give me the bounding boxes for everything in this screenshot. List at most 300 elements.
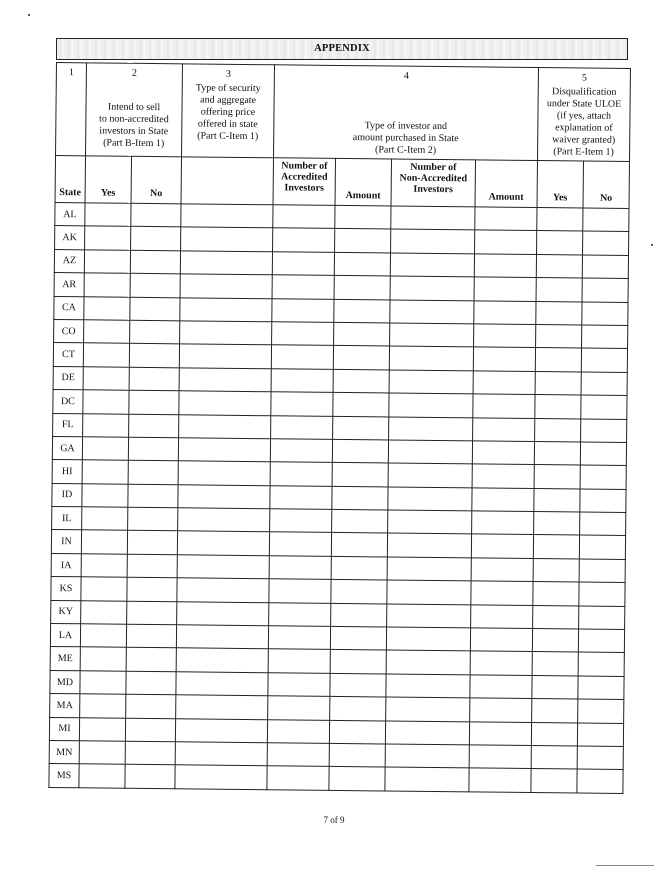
col3-cell [180,251,272,275]
col5-yes-cell [532,675,578,699]
col5-no-cell [579,582,625,606]
non-accredited-count-cell [388,463,472,487]
col3-cell [179,368,271,392]
col5-yes-cell [537,208,583,232]
col3-cell [179,344,271,368]
non-accredited-count-cell [388,510,472,534]
col2-desc [88,101,179,150]
non-accredited-count-cell [391,206,475,230]
col3-cell [178,438,270,462]
accredited-amount-cell [330,673,386,697]
accredited-amount-cell [334,276,390,300]
accredited-amount-cell [332,509,388,533]
col5-no-cell [579,606,625,630]
col5-yes-cell [532,652,578,676]
accredited-amount-header: Amount [335,158,391,206]
col2-no-cell [125,741,175,765]
non-accredited-amount-cell [474,277,536,301]
col5-yes-cell [532,699,578,723]
state-code: MA [50,694,80,718]
state-code: MS [49,764,79,788]
accredited-amount-cell [334,322,390,346]
non-accredited-count-cell [387,533,471,557]
col5-yes-cell [536,254,582,278]
accredited-count-cell [267,719,329,743]
col5-desc-line: under State ULOE [546,98,622,110]
non-accredited-amount-cell [471,581,533,605]
col2-no-cell [127,578,177,602]
non-accredited-count-cell [385,721,469,745]
scan-speck [651,244,653,246]
col5-yes-cell [531,769,577,793]
col2-no-cell [126,648,176,672]
col2-yes-cell [80,671,126,695]
non-accredited-header-line: Non-Accredited [399,172,468,185]
accredited-amount-cell [335,205,391,229]
col5-yes-cell [535,371,581,395]
accredited-count-cell [273,228,335,252]
col3-cell [178,484,270,508]
col1-header [56,63,87,156]
col5-no-cell [582,325,628,349]
col5-no-cell [578,676,624,700]
accredited-amount-cell [329,720,385,744]
col2-number: 2 [131,67,137,79]
col2-no-cell [130,273,180,297]
accredited-count-cell [270,485,332,509]
col2-no-cell [130,250,180,274]
col2-desc-line: (Part B-Item 1) [103,137,165,150]
col3-cell [176,625,268,649]
accredited-amount-cell [331,580,387,604]
non-accredited-count-cell [389,370,473,394]
page-number: 7 of 9 [323,815,345,825]
accredited-amount-cell [333,393,389,417]
col5-yes-cell [536,278,582,302]
non-accredited-count-cell [388,440,472,464]
non-accredited-header-line: Investors [413,183,453,196]
col4-desc-line: Type of investor and [364,120,448,133]
col5-desc-line: (if yes, attach [556,110,612,122]
col5-no-cell [581,348,627,372]
col5-no-cell [582,255,628,279]
sub-header-row [55,156,629,209]
col2-no-cell [131,203,181,227]
col2-yes-cell [83,390,129,414]
col5-yes-cell [534,441,580,465]
accredited-count-cell [272,322,334,346]
non-accredited-count-cell [389,393,473,417]
col3-cell [175,718,267,742]
col2-no-cell [128,484,178,508]
col2-yes-cell [82,460,128,484]
col3-cell [177,531,269,555]
col5-no-cell [581,419,627,443]
appendix-table [48,62,631,794]
col2-yes-cell [81,577,127,601]
col5-no-cell [583,231,629,255]
col2-no-cell [130,320,180,344]
non-accredited-count-cell [390,300,474,324]
non-accredited-count-cell [386,674,470,698]
accredited-count-cell [268,626,330,650]
col3-desc-line: and aggregate [200,94,257,107]
accredited-count-cell [271,345,333,369]
col5-yes-cell [531,722,577,746]
col5-no-cell [580,489,626,513]
col2-yes-cell [82,507,128,531]
accredited-count-cell [269,602,331,626]
col5-yes-cell [534,465,580,489]
col5-desc-line: explanation of [555,122,613,134]
col2-no-cell [127,531,177,555]
col2-no-cell [130,297,180,321]
col5-desc-line: (Part E-Item 1) [553,146,614,158]
col2-yes-cell [83,413,129,437]
col5-no-cell [582,278,628,302]
accredited-amount-cell [329,767,385,791]
accredited-amount-cell [330,697,386,721]
accredited-amount-cell [329,743,385,767]
accredited-count-cell [270,439,332,463]
non-accredited-count-cell [388,487,472,511]
accredited-amount-cell [335,229,391,253]
accredited-header-line: Number of [281,160,328,172]
non-accredited-amount-cell [474,300,536,324]
non-accredited-amount-cell [469,768,531,792]
col4-header [274,65,539,161]
col2-yes-cell [85,203,131,227]
state-header: State [55,156,85,203]
non-accredited-amount-cell [470,628,532,652]
col3-cell [181,227,273,251]
col5-yes-cell [535,348,581,372]
state-code: IL [52,507,82,531]
accredited-count-cell [271,369,333,393]
non-accredited-amount-cell [472,511,534,535]
non-accredited-amount-cell [475,230,537,254]
non-accredited-amount-cell [470,675,532,699]
accredited-count-cell [269,556,331,580]
col5-yes-cell [536,301,582,325]
state-code: AL [55,202,85,226]
col2-yes-cell [85,226,131,250]
accredited-count-cell [272,275,334,299]
col5-yes-cell [533,605,579,629]
col2-no-header: No [131,156,181,204]
col2-yes-cell [80,624,126,648]
col2-yes-cell [80,694,126,718]
col2-yes-cell [82,437,128,461]
accredited-count-cell [268,696,330,720]
accredited-amount-cell [331,603,387,627]
col2-desc-line: to non-accredited [99,113,169,126]
accredited-count-cell [269,532,331,556]
state-code: AR [54,273,84,297]
non-accredited-count-cell [386,627,470,651]
non-accredited-count-cell [385,744,469,768]
accredited-count-cell [273,205,335,229]
state-code: CT [53,343,83,367]
accredited-amount-cell [333,346,389,370]
state-code: KY [51,600,81,624]
col3-cell [177,555,269,579]
non-accredited-amount-cell [472,441,534,465]
non-accredited-count-cell [387,604,471,628]
state-code: HI [52,460,82,484]
col2-no-cell [128,461,178,485]
col2-yes-cell [79,764,125,788]
col3-sub-header [181,157,273,205]
col3-header [182,64,275,158]
col3-cell [176,672,268,696]
state-code: AK [55,226,85,250]
col5-no-cell [582,302,628,326]
accredited-count-cell [267,766,329,790]
accredited-count-cell [268,649,330,673]
col2-no-cell [125,718,175,742]
col5-no-cell [577,769,623,793]
col1-number: 1 [68,67,74,79]
accredited-amount-cell [333,369,389,393]
col5-yes-cell [536,324,582,348]
col2-yes-cell [84,273,130,297]
state-code: DE [53,366,83,390]
accredited-amount-cell [334,252,390,276]
col3-cell [177,601,269,625]
col2-no-cell [128,507,178,531]
non-accredited-count-cell [387,580,471,604]
non-accredited-amount-cell [471,534,533,558]
col5-yes-cell [532,629,578,653]
col3-cell [178,508,270,532]
col5-header [537,68,630,162]
col3-cell [179,414,271,438]
col3-cell [179,391,271,415]
col2-yes-cell [82,483,128,507]
col4-number: 4 [403,70,409,82]
col5-yes-cell [533,535,579,559]
scan-edge-mark [596,865,654,866]
col5-no-cell [583,208,629,232]
accredited-count-cell [268,673,330,697]
accredited-amount-cell [330,626,386,650]
col3-cell [180,274,272,298]
non-accredited-amount-cell [473,371,535,395]
col2-no-cell [126,671,176,695]
accredited-count-cell [271,392,333,416]
col2-no-cell [125,765,175,789]
state-code: FL [53,413,83,437]
col5-yes-cell [534,488,580,512]
col5-no-cell [577,746,623,770]
col2-header [86,63,183,157]
col2-desc-line: investors in State [99,125,169,138]
non-accredited-count-cell [390,276,474,300]
accredited-amount-cell [334,299,390,323]
col2-no-cell [126,694,176,718]
accredited-amount-cell [332,463,388,487]
col2-no-cell [131,227,181,251]
col2-yes-cell [81,554,127,578]
accredited-amount-cell [331,533,387,557]
accredited-investors-header [273,158,335,206]
non-accredited-count-cell [390,323,474,347]
accredited-count-cell [271,415,333,439]
state-code: ME [50,647,80,671]
col2-yes-cell [79,717,125,741]
state-code: MD [50,670,80,694]
non-accredited-amount-cell [471,558,533,582]
non-accredited-count-cell [391,229,475,253]
col4-desc-line: amount purchased in State [352,132,459,145]
state-code: CO [54,319,84,343]
col5-yes-cell [534,512,580,536]
non-accredited-amount-cell [469,745,531,769]
accredited-count-cell [272,298,334,322]
col5-no-cell [581,395,627,419]
col2-yes-cell [81,600,127,624]
non-accredited-amount-cell [470,698,532,722]
col5-no-cell [580,465,626,489]
col5-no-cell [579,559,625,583]
state-code: ID [52,483,82,507]
accredited-count-cell [270,462,332,486]
col2-no-cell [128,437,178,461]
col5-no-cell [578,699,624,723]
col3-desc-line: Type of security [195,82,261,95]
col5-no-cell [579,535,625,559]
col5-desc-line: waiver granted) [552,134,616,146]
col3-desc-line: offering price [200,106,256,119]
col5-yes-cell [535,395,581,419]
accredited-count-cell [272,252,334,276]
col2-yes-cell [83,367,129,391]
appendix-title-bar [56,38,628,60]
non-accredited-amount-cell [470,651,532,675]
state-code: MN [49,740,79,764]
col5-yes-cell [535,418,581,442]
col5-yes-cell [531,745,577,769]
non-accredited-amount-header: Amount [475,160,537,208]
col3-cell [180,321,272,345]
non-accredited-amount-cell [474,324,536,348]
col3-cell [175,765,267,789]
accredited-amount-cell [332,439,388,463]
accredited-amount-cell [330,650,386,674]
col2-yes-cell [84,296,130,320]
col5-number: 5 [581,72,587,84]
table-row [49,764,623,793]
non-accredited-amount-cell [473,394,535,418]
col2-yes-cell [81,530,127,554]
state-code: KS [51,577,81,601]
non-accredited-amount-cell [472,488,534,512]
col5-no-cell [577,723,623,747]
col3-desc-line: (Part C-Item 1) [197,130,259,143]
non-accredited-count-cell [387,557,471,581]
accredited-amount-cell [332,486,388,510]
state-code: GA [52,436,82,460]
col2-yes-cell [80,647,126,671]
col5-no-cell [578,652,624,676]
non-accredited-count-cell [386,650,470,674]
non-accredited-amount-cell [472,464,534,488]
col2-yes-cell [84,250,130,274]
non-accredited-amount-cell [475,207,537,231]
col2-yes-cell [83,343,129,367]
non-accredited-header-line: Number of [410,161,457,174]
col2-yes-header: Yes [85,156,131,203]
col3-desc-line: offered in state [197,118,258,131]
accredited-amount-cell [333,416,389,440]
col2-no-cell [129,344,179,368]
non-accredited-count-cell [389,346,473,370]
group-header-row [56,63,631,162]
col4-desc [276,119,535,158]
accredited-header-line: Accredited [281,171,328,183]
non-accredited-amount-cell [471,605,533,629]
non-accredited-count-cell [386,697,470,721]
col2-desc-line: Intend to sell [107,101,161,114]
col4-desc-line: (Part C-Item 2) [374,144,437,156]
col3-cell [176,648,268,672]
col2-no-cell [129,390,179,414]
col3-cell [175,742,267,766]
col2-yes-cell [79,741,125,765]
col3-cell [176,695,268,719]
col5-no-cell [581,372,627,396]
non-accredited-count-cell [390,253,474,277]
non-accredited-amount-cell [469,721,531,745]
state-code: CA [54,296,84,320]
col2-no-cell [129,414,179,438]
col2-no-cell [129,367,179,391]
accredited-header-line: Investors [284,182,324,194]
col3-cell [178,461,270,485]
col2-no-cell [126,624,176,648]
col5-yes-cell [533,558,579,582]
col5-no-header: No [583,161,629,208]
col5-no-cell [578,629,624,653]
appendix-title: APPENDIX [314,43,370,54]
col3-number: 3 [225,68,231,80]
accredited-amount-cell [331,556,387,580]
col2-no-cell [127,554,177,578]
state-code: DC [53,390,83,414]
non-accredited-count-cell [389,417,473,441]
non-accredited-amount-cell [474,254,536,278]
accredited-count-cell [267,743,329,767]
col5-no-cell [580,512,626,536]
col5-yes-cell [533,582,579,606]
state-rows [49,202,629,793]
non-accredited-amount-cell [473,347,535,371]
col5-yes-cell [537,231,583,255]
state-code: MI [49,717,79,741]
col3-cell [181,204,273,228]
state-code: IA [51,553,81,577]
col2-no-cell [127,601,177,625]
col5-no-cell [580,442,626,466]
non-accredited-investors-header [391,159,475,207]
state-code: IN [51,530,81,554]
col3-cell [177,578,269,602]
non-accredited-amount-cell [473,417,535,441]
col5-yes-header: Yes [537,161,583,208]
state-code: LA [50,624,80,648]
scan-speck [28,14,30,16]
